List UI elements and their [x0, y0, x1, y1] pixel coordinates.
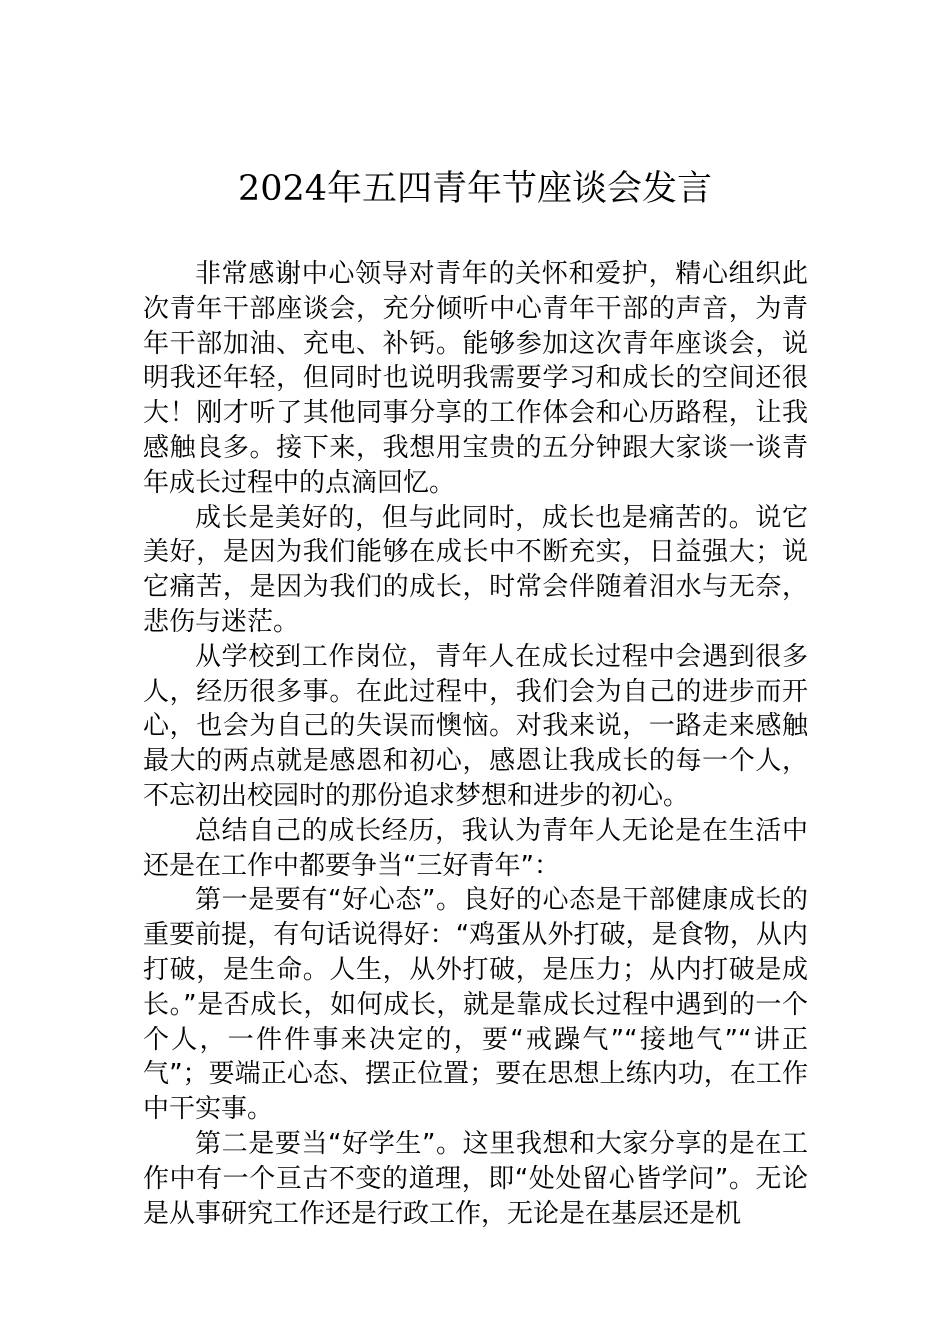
paragraph-2: 成长是美好的，但与此同时，成长也是痛苦的。说它美好，是因为我们能够在成长中不断充实，日益强大；说它痛苦，是因为我们的成长，时常会伴随着泪水与无奈，悲伤与迷茫。 — [143, 502, 808, 637]
document-title: 2024年五四青年节座谈会发言 — [237, 169, 713, 209]
paragraph-3: 从学校到工作岗位，青年人在成长过程中会遇到很多人，经历很多事。在此过程中，我们会为自己的进步而开心，也会为自己的失误而懊恼。对我来说，一路走来感触最大的两点就是感恩和初心，感恩让我成长的每一个人，不忘初出校园时的那份追求梦想和进步的初心。 — [143, 641, 808, 811]
paragraph-5: 第一是要有“好心态”。良好的心态是干部健康成长的重要前提，有句话说得好：“鸡蛋从外打破，是食物，从内打破，是生命。人生，从外打破，是压力；从内打破是成长。”是否成长，如何成长，就是靠成长过程中遇到的一个个人，一件件事来决定的，要“戒躁气”“接地气”“讲正气”；要端正心态、摆正位置；要在思想上练内功，在工作中干实事。 — [143, 885, 808, 1125]
paragraph-6: 第二是要当“好学生”。这里我想和大家分享的是在工作中有一个亘古不变的道理，即“处处留心皆学问”。无论是从事研究工作还是行政工作，无论是在基层还是机 — [143, 1128, 808, 1229]
paragraph-4: 总结自己的成长经历，我认为青年人无论是在生活中还是在工作中都要争当“三好青年”： — [143, 815, 808, 881]
paragraph-1: 非常感谢中心领导对青年的关怀和爱护，精心组织此次青年干部座谈会，充分倾听中心青年干部的声音，为青年干部加油、充电、补钙。能够参加这次青年座谈会，说明我还年轻，但同时也说明我需要学习和成长的空间还很大！刚才听了其他同事分享的工作体会和心历路程，让我感触良多。接下来，我想用宝贵的五分钟跟大家谈一谈青年成长过程中的点滴回忆。 — [143, 259, 808, 498]
document-body — [143, 257, 808, 1231]
